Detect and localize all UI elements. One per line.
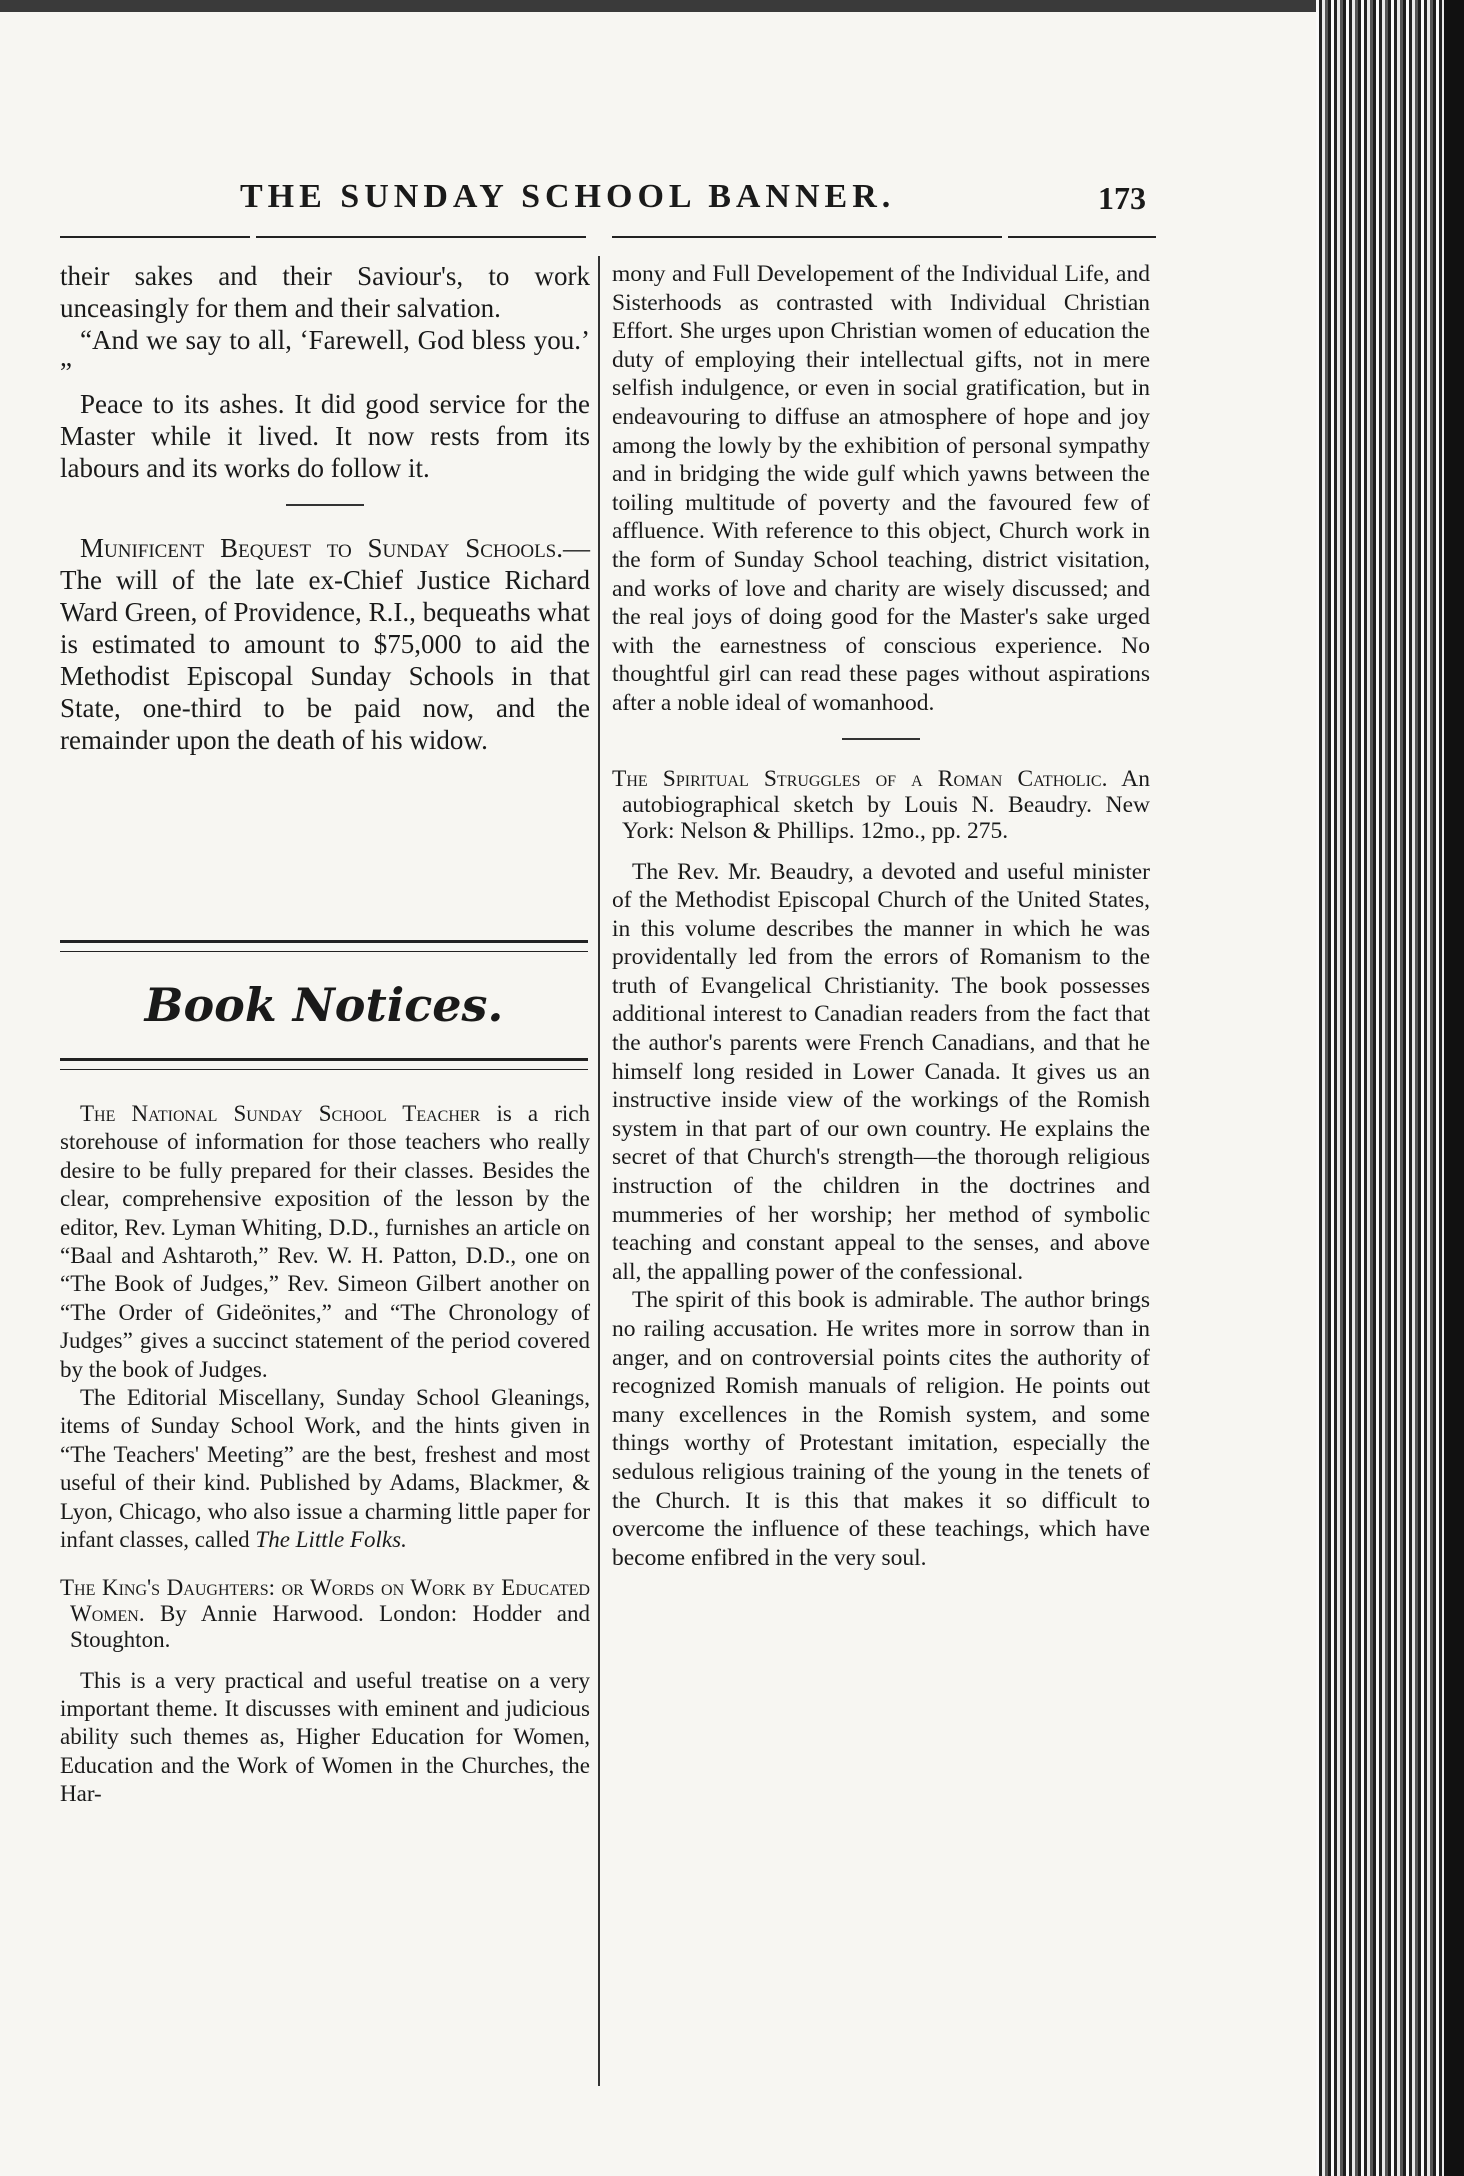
right-column [612, 260, 1150, 1572]
double-rule-top [60, 940, 588, 952]
spine-shadow [1444, 0, 1464, 2176]
page-number: 173 [1098, 180, 1146, 216]
notice-paragraph [60, 1100, 590, 1384]
paragraph: The spirit of this book is admirable. The author brings no railing accusation. He writes more in sorrow than in anger, and on controversial points cites the authority of recognized Romish manuals of religion. He points out many excellences in the Romish system, and some things worthy of Protestant imitation, especially the sedulous religious training of the young in the tenets of the Church. It is this that makes it so difficult to overcome the influence of these teachings, which have become enfibred in the very soul. [612, 1287, 1150, 1571]
notice-title: The National Sunday School Teacher [80, 1101, 481, 1126]
left-column-notices [60, 1100, 590, 1809]
paragraph: “And we say to all, ‘Farewell, God bless you.’ ” [60, 325, 590, 387]
notice-paragraph [60, 1384, 590, 1554]
book-title-entry [612, 766, 1150, 844]
notice-paragraph: This is a very practical and useful treatise on a very important theme. It discusses with eminent and judicious ability such themes as, Higher Education for Women, Education and the Work of Women in the Churches, the Har- [60, 1667, 590, 1807]
book-page-edges [1316, 0, 1464, 2176]
book-title: The Spiritual Struggles of a Roman Catholic. [612, 765, 1108, 792]
double-rule-bottom [60, 1058, 588, 1070]
bequest-title: Munificent Bequest to Sunday Schools. [80, 533, 563, 563]
paragraph: The Rev. Mr. Beaudry, a devoted and useful minister of the Methodist Episcopal Church of the United States, in this volume describes the manner in which he was providentally led from the errors of Romanism to the truth of Evangelical Christianity. The book possesses additional interest to Canadian readers from the fact that the author's parents were French Canadians, and that he himself long resided in Lower Canada. It gives us an instructive inside view of the workings of the Romish system in that part of our own country. He explains the secret of that Church's strength—the thorough religious instruction of the children in the doctrines and mummeries of her worship; her method of symbolic teaching and constant appeal to the senses, and above all, the appalling power of the confessional. [612, 858, 1150, 1285]
periodical-title: The Little Folks. [255, 1527, 407, 1553]
notice-body: is a rich storehouse of information for those teachers who really desire to be fully prepared for their classes. Besides the clear, comprehensive exposition of the lesson by the editor, Rev. Lyman Whiting, D.D., furnishes an article on “Baal and Ashtaroth,” Rev. W. H. Patton, D.D., one on “The Book of Judges,” Rev. Simeon Gilbert another on “The Order of Gideönites,” and “The Chronology of Judges” gives a succinct statement of the period covered by the book of Judges. [60, 1101, 590, 1382]
paragraph: mony and Full Developement of the Individual Life, and Sisterhoods as contrasted with Individual Christian Effort. She urges upon Christian women of education the duty of employing their intellectual gifts, not in mere selfish indulgence, or even in social gratification, but in endeavouring to diffuse an atmosphere of hope and joy among the lowly by the exhibition of personal sympathy and in bridging the wide gulf which yawns between the toiling multitude of poverty and the favoured few of affluence. With reference to this object, Church work in the form of Sunday School teaching, district visitation, and works of love and charity are wisely discussed; and the real joys of doing good for the Master's sake urged with the earnestness of conscious experience. No thoughtful girl can read these pages without aspirations after a noble ideal of womanhood. [612, 261, 1150, 716]
running-header: THE SUNDAY SCHOOL BANNER. [240, 178, 896, 215]
section-title: Book Notices. [144, 978, 504, 1032]
book-title-entry [60, 1575, 590, 1653]
bequest-paragraph [60, 532, 590, 756]
book-publication: An autobiographical sketch by Louis N. Beaudry. New York: Nelson & Phillips. 12mo., pp. 275. [622, 765, 1150, 844]
separator [842, 738, 920, 740]
notice-body: The Editorial Miscellany, Sunday School Gleanings, items of Sunday School Work, and the hints given in “The Teachers' Meeting” are the best, freshest and most useful of their kind. Published by Adams, Blackmer, & Lyon, Chicago, who also issue a charming little paper for infant classes, called [60, 1385, 590, 1553]
separator [286, 504, 364, 506]
bequest-body: —The will of the late ex-Chief Justice Richard Ward Green, of Providence, R.I., bequeaths what is estimated to amount to $75,000 to aid the Methodist Episcopal Sunday Schools in that State, one-third to be paid now, and the remainder upon the death of his widow. [60, 533, 590, 755]
book-publication: By Annie Harwood. London: Hodder and Stoughton. [70, 1600, 590, 1652]
header-rule-1 [60, 236, 250, 238]
page [0, 12, 1316, 2176]
header-rule-2 [256, 236, 586, 238]
left-column-top [60, 260, 590, 756]
paragraph: their sakes and their Saviour's, to work unceasingly for them and their salvation. [60, 261, 590, 323]
book-title: The King's Daughters: or Words on Work by Educated Women. [60, 1574, 590, 1626]
header-rule-4 [1008, 236, 1156, 238]
header-rule-3 [612, 236, 1002, 238]
column-divider [598, 256, 600, 2086]
paragraph: Peace to its ashes. It did good service for the Master while it lived. It now rests from its labours and its works do follow it. [60, 389, 590, 483]
